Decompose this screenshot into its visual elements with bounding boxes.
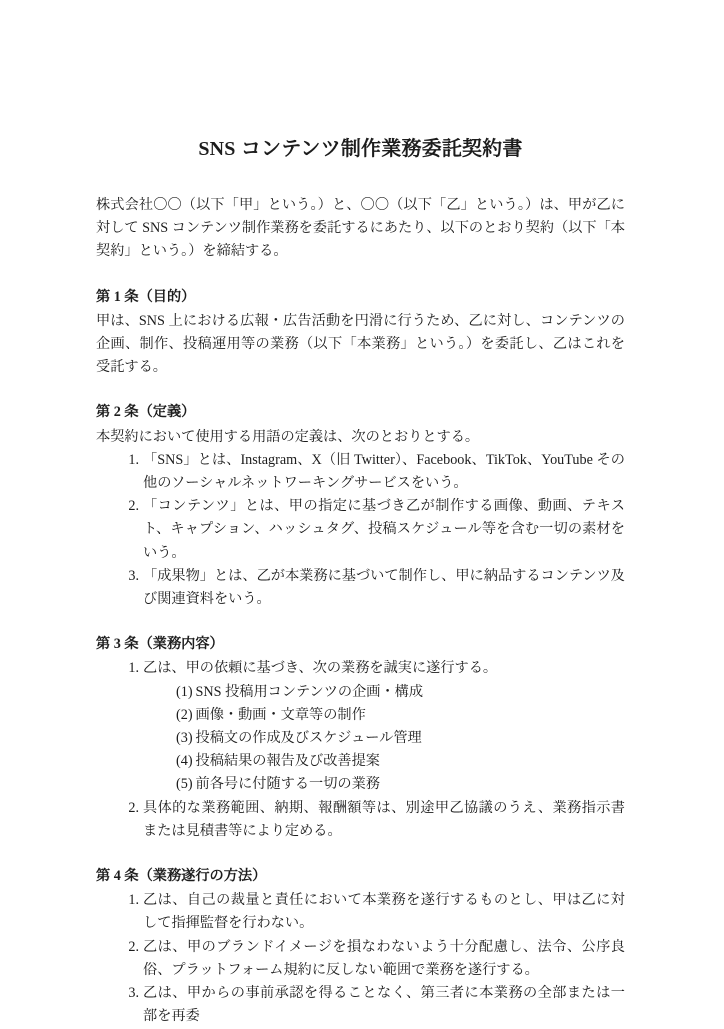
article-subitem-text: 投稿結果の報告及び改善提案 (195, 753, 380, 770)
article-item-number: 2 . (119, 936, 139, 959)
article-item-number: 3 . (119, 982, 139, 1005)
article-item-number: 1 . (119, 889, 139, 912)
document-title: SNS コンテンツ制作業務委託契約書 (198, 138, 523, 160)
article-item (128, 565, 625, 611)
articles-container (96, 286, 625, 1029)
article-heading: 第 1 条（目的） (96, 288, 196, 305)
article-item (128, 657, 625, 796)
article-subitem-text: 投稿文の作成及びスケジュール管理 (195, 730, 422, 747)
article-item (128, 936, 625, 982)
article-subitem-marker: (3) (176, 730, 193, 747)
article-subitem-text: 画像・動画・文章等の制作 (195, 706, 366, 723)
article-item-list (96, 449, 625, 611)
article-subitem (176, 750, 625, 773)
article-item-number: 2 . (119, 495, 139, 518)
article-section (96, 865, 625, 1028)
article-item-number: 3 . (119, 565, 139, 588)
article-subitem (176, 727, 625, 750)
preamble-paragraph: 株式会社〇〇（以下「甲」という。）と、〇〇（以下「乙」という。）は、甲が乙に対して SNS コンテンツ制作業務を委託するにあたり、以下のとおり契約（以下「本契約」という。）を締結する。 (96, 197, 625, 260)
article-item (128, 449, 625, 495)
article-section (96, 633, 625, 843)
article-item-text: 乙は、甲の依頼に基づき、次の業務を誠実に遂行する。 (143, 660, 498, 677)
article-item-number: 2 . (119, 797, 139, 820)
article-subitem-list (143, 681, 625, 797)
article-subitem-marker: (5) (176, 776, 193, 793)
article-item-number: 1 . (119, 657, 139, 680)
article-item (128, 495, 625, 565)
article-item (128, 982, 625, 1028)
article-item-text: 乙は、自己の裁量と責任において本業務を遂行するものとし、甲は乙に対して指揮監督を行わない。 (143, 892, 625, 932)
article-subitem-text: SNS 投稿用コンテンツの企画・構成 (195, 683, 424, 700)
article-item-text: 乙は、甲のブランドイメージを損なわないよう十分配慮し、法令、公序良俗、プラットフォーム規約に反しない範囲で業務を遂行する。 (143, 938, 625, 978)
article-lead-text: 甲は、SNS 上における広報・広告活動を円滑に行うため、乙に対し、コンテンツの企画、制作、投稿運用等の業務（以下「本業務」という。）を委託し、乙はこれを受託する。 (96, 312, 625, 376)
article-lead-text: 本契約において使用する用語の定義は、次のとおりとする。 (96, 428, 480, 445)
article-item-text: 具体的な業務範囲、納期、報酬額等は、別途甲乙協議のうえ、業務指示書または見積書等により定める。 (143, 799, 625, 839)
article-section (96, 286, 625, 380)
article-item-text: 乙は、甲からの事前承認を得ることなく、第三者に本業務の全部または一部を再委 (143, 985, 625, 1025)
article-heading: 第 4 条（業務遂行の方法） (96, 868, 267, 885)
article-subitem (176, 681, 625, 704)
article-subitem (176, 704, 625, 727)
article-subitem-marker: (4) (176, 753, 193, 770)
article-item-list (96, 657, 625, 843)
article-item (128, 889, 625, 935)
article-section (96, 401, 625, 611)
article-item-list (96, 889, 625, 1028)
article-item-text: 「コンテンツ」とは、甲の指定に基づき乙が制作する画像、動画、テキスト、キャプション、ハッシュタグ、投稿スケジュール等を含む一切の素材をいう。 (143, 498, 625, 561)
article-subitem-marker: (1) (176, 683, 193, 700)
article-item-number: 1 . (119, 449, 139, 472)
article-heading: 第 3 条（業務内容） (96, 636, 224, 653)
article-subitem (176, 773, 625, 796)
article-item (128, 797, 625, 843)
article-item-text: 「SNS」とは、Instagram、X（旧 Twitter）、Facebook、TikTok、YouTube その他のソーシャルネットワーキングサービスをいう。 (143, 451, 625, 492)
article-heading: 第 2 条（定義） (96, 404, 196, 421)
article-subitem-text: 前各号に付随する一切の業務 (195, 776, 380, 793)
article-item-text: 「成果物」とは、乙が本業務に基づいて制作し、甲に納品するコンテンツ及び関連資料をいう。 (143, 567, 625, 608)
article-subitem-marker: (2) (176, 706, 193, 723)
